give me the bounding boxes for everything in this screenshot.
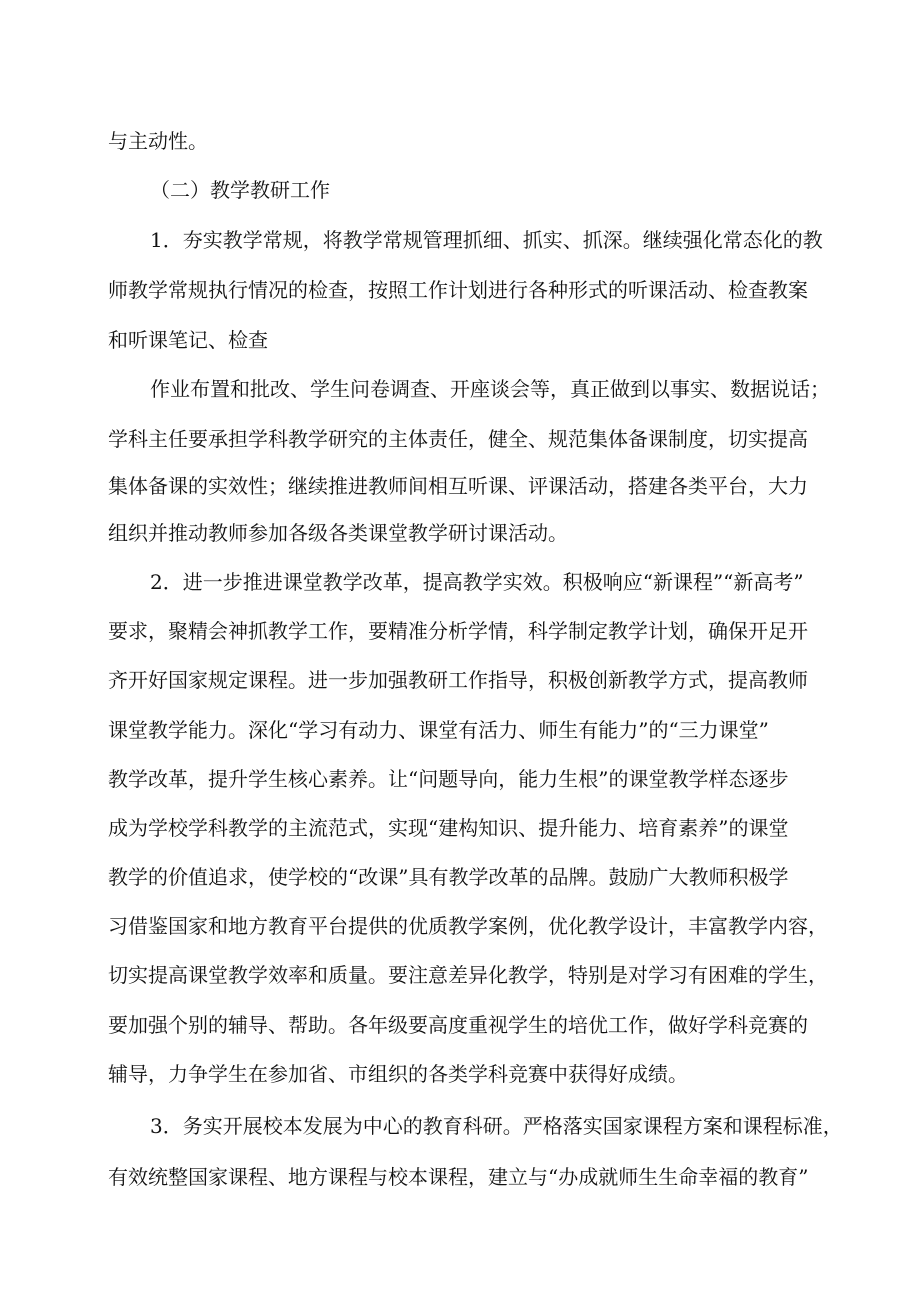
paragraph-line: 要求，聚精会神抓教学工作，要精准分析学情，科学制定教学计划，确保开足开 [108,619,808,643]
paragraph-line: 有效统整国家课程、地方课程与校本课程，建立与“办成就师生生命幸福的教育” [108,1165,809,1189]
paragraph-line: 2．进一步推进课堂教学改革，提高教学实效。积极响应“新课程”“新高考” [150,570,804,594]
paragraph-line: 齐开好国家规定课程。进一步加强教研工作指导，积极创新教学方式，提高教师 [108,668,808,692]
paragraph-line: 组织并推动教师参加各级各类课堂教学研讨课活动。 [108,521,568,545]
paragraph-line: 成为学校学科教学的主流范式，实现“建构知识、提升能力、培育素养”的课堂 [108,816,789,840]
paragraph-line: 辅导，力争学生在参加省、市组织的各类学科竞赛中获得好成绩。 [108,1062,688,1086]
paragraph-line: 教学的价值追求，使学校的“改课”具有教学改革的品牌。鼓励广大教师积极学 [108,865,789,889]
paragraph-line: 学科主任要承担学科教学研究的主体责任，健全、规范集体备课制度，切实提高 [108,427,808,451]
paragraph-line: 要加强个别的辅导、帮助。各年级要高度重视学生的培优工作，做好学科竞赛的 [108,1013,808,1037]
paragraph-line: 师教学常规执行情况的检查，按照工作计划进行各种形式的听课活动、检查教案 [108,278,808,302]
paragraph-line: 1．夯实教学常规，将教学常规管理抓细、抓实、抓深。继续强化常态化的教 [150,228,823,252]
paragraph-line: 作业布置和批改、学生问卷调查、开座谈会等，真正做到以事实、数据说话； [150,377,830,401]
paragraph-line: 习借鉴国家和地方教育平台提供的优质教学案例，优化教学设计，丰富教学内容， [108,914,828,938]
paragraph-line: 切实提高课堂教学效率和质量。要注意差异化教学，特别是对学习有困难的学生， [108,963,828,987]
section-heading: （二）教学教研工作 [150,178,330,202]
paragraph-line: 3．务实开展校本发展为中心的教育科研。严格落实国家课程方案和课程标准， [150,1114,843,1138]
paragraph-line: 和听课笔记、检查 [108,328,268,352]
paragraph-line: 教学改革，提升学生核心素养。让“问题导向，能力生根”的课堂教学样态逐步 [108,767,789,791]
paragraph-line: 集体备课的实效性；继续推进教师间相互听课、评课活动，搭建各类平台，大力 [108,474,808,498]
paragraph-line: 课堂教学能力。深化“学习有动力、课堂有活力、师生有能力”的“三力课堂” [108,718,769,742]
paragraph-line: 与主动性。 [108,129,208,153]
